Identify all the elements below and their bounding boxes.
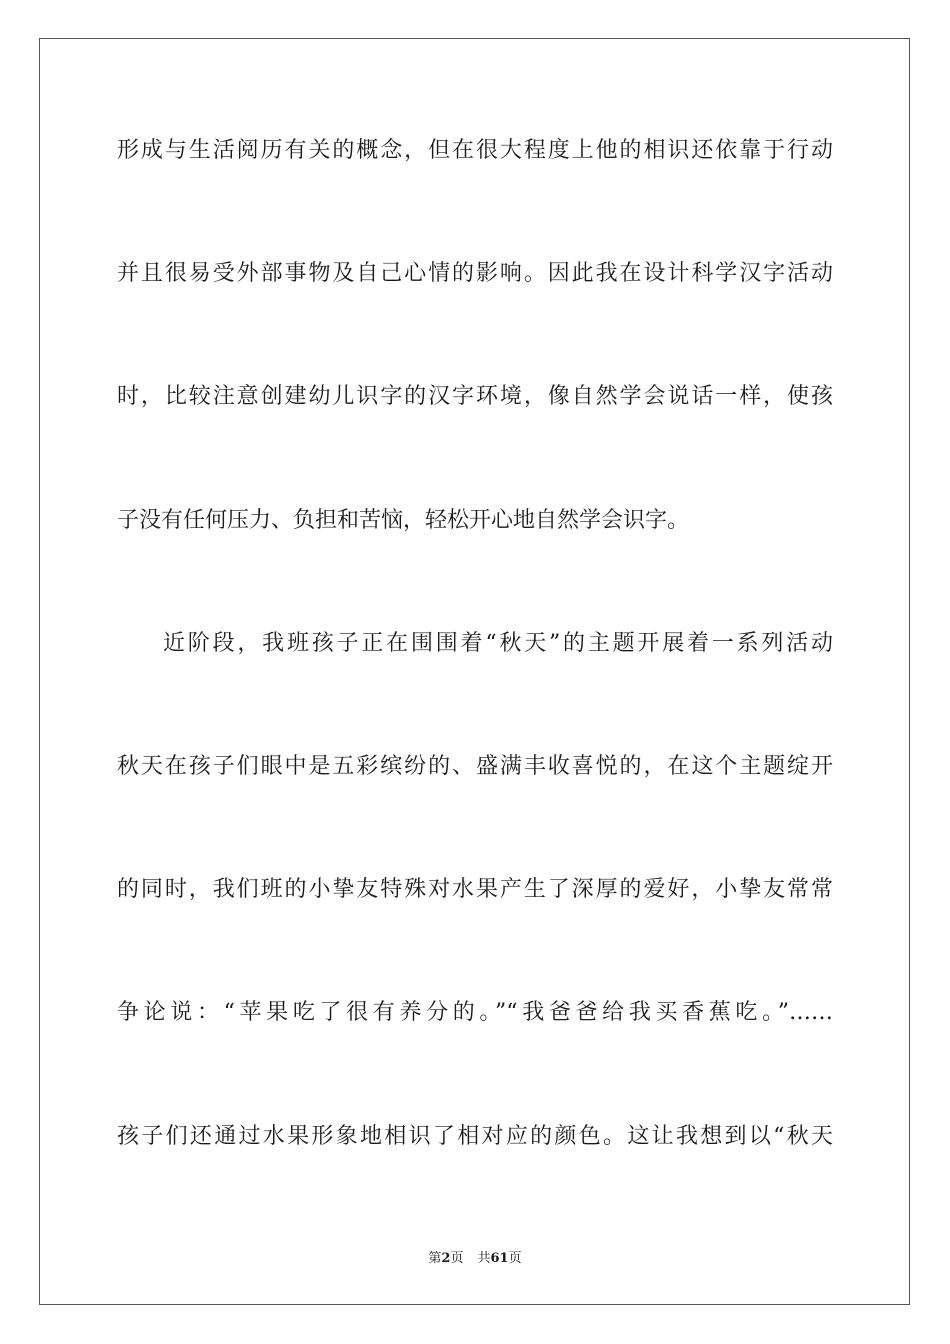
body-line-9: 孩子们还通过水果形象地相识了相对应的颜色。这让我想到以“秋天 [117, 1124, 833, 1149]
total-prefix: 共 [477, 1251, 491, 1266]
total-suffix: 页 [508, 1251, 522, 1266]
page-prefix: 第 [428, 1251, 442, 1266]
body-line-3: 时，比较注意创建幼儿识字的汉字环境，像自然学会说话一样，使孩 [117, 384, 833, 409]
body-line-1: 形成与生活阅历有关的概念，但在很大程度上他的相识还依靠于行动 [117, 138, 833, 163]
body-line-2: 并且很易受外部事物及自己心情的影响。因此我在设计科学汉字活动 [117, 261, 833, 286]
page-number: 2 [441, 1251, 451, 1266]
total-pages: 61 [490, 1251, 509, 1266]
body-line-5-paragraph-start: 近阶段，我班孩子正在围围着“秋天”的主题开展着一系列活动 [163, 631, 833, 656]
body-line-6: 秋天在孩子们眼中是五彩缤纷的、盛满丰收喜悦的，在这个主题绽开 [117, 754, 833, 779]
body-line-7: 的同时，我们班的小挚友特殊对水果产生了深厚的爱好，小挚友常常 [117, 877, 833, 902]
page-suffix: 页 [450, 1251, 464, 1266]
page-footer [0, 1247, 950, 1266]
page-frame [39, 38, 910, 1305]
body-line-8: 争论说：“苹果吃了很有养分的。”“我爸爸给我买香蕉吃。”…… [117, 1000, 833, 1025]
body-line-4: 子没有任何压力、负担和苦恼，轻松开心地自然学会识字。 [117, 508, 690, 533]
